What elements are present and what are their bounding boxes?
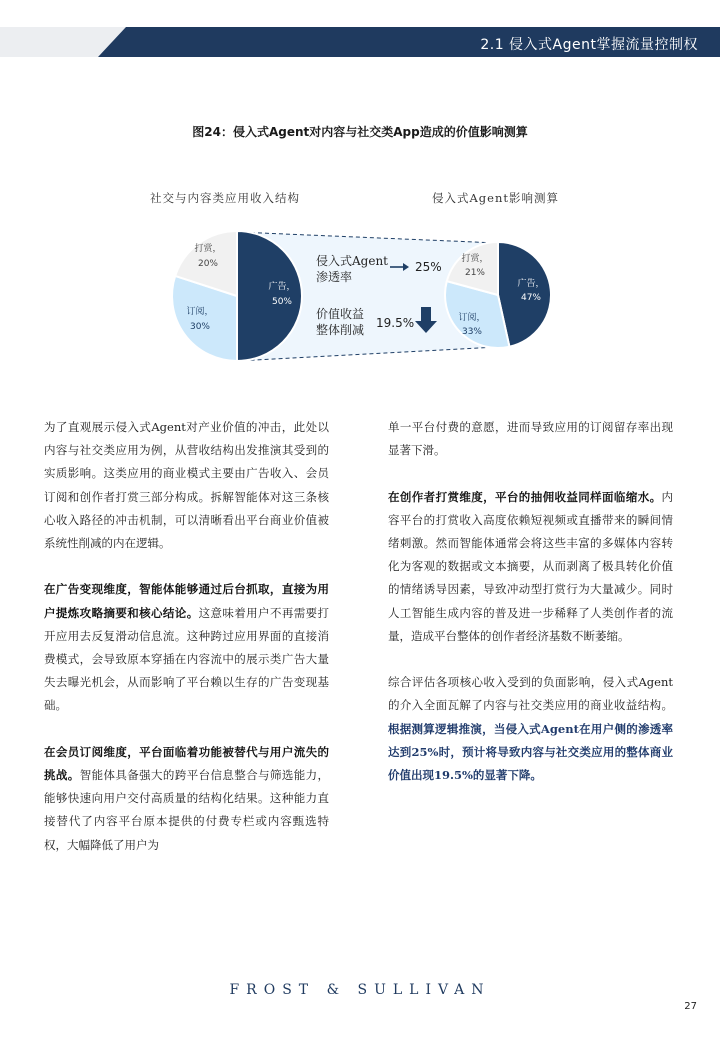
pie-right-value-tip: 21% [464,268,486,278]
frost-sullivan-logo: FROST & SULLIVAN [229,982,491,998]
pie-right-label-tip: 打赏， [461,254,489,264]
pie-left-value-tip: 20% [197,259,219,269]
pie-left-label-tip: 打赏， [194,244,222,254]
paragraph-summary-body: 综合评估各项核心收入受到的负面影响，侵入式Agent的介入全面瓦解了内容与社交类应用的商业收益结构。 [388,675,673,713]
page-number: 27 [684,1001,697,1012]
body-right-column [388,416,673,810]
paragraph-ad-body: 这意味着用户不再需要打开应用去反复滑动信息流。这种跨过应用界面的直接消费模式，会导致原本穿插在内容流中的展示类广告大量失去曝光机会，从而影响了平台赖以生存的广告变现基础。 [44,605,330,713]
left-chart-title: 社交与内容类应用收入结构 [150,191,300,205]
paragraph-subscription-lead: 在会员订阅维度，平台面临着功能被替代与用户流失的挑战。 [44,744,329,783]
section-title: 2.1 侵入式Agent掌握流量控制权 [480,37,698,53]
paragraph-summary-highlight: 根据测算逻辑推演，当侵入式Agent在用户侧的渗透率达到25%时，预计将导致内容与社交类应用的整体商业价值出现19.5%的显著下降。 [388,721,673,783]
paragraph-intro: 为了直观展示侵入式Agent对产业价值的冲击，此处以内容与社交类应用为例，从营收结构出发推演其受到的实质影响。这类应用的商业模式主要由广告收入、会员订阅和创作者打赏三部分构成。拆解智能体对这三条核心收入路径的冲击机制，可以清晰看出平台商业价值被系统性削减的内在逻辑。 [44,420,329,551]
penetration-label-line1: 侵入式Agent [316,254,389,268]
paragraph-subscription-cont: 单一平台付费的意愿，进而导致应用的订阅留存率出现显著下滑。 [388,420,673,458]
paragraph-summary [388,671,673,787]
pie-right-label-subscription: 订阅， [458,313,486,323]
left-pie-chart [172,231,302,361]
figure-title: 图24：侵入式Agent对内容与社交类App造成的价值影响测算 [192,125,528,139]
paragraph-subscription [44,741,329,857]
paragraph-ad-lead: 在广告变现维度，智能体能够通过后台抓取，直接为用户提炼攻略摘要和核心结论。 [44,582,329,620]
pie-right-value-ad: 47% [520,293,542,303]
paragraph-subscription-body: 智能体具备强大的跨平台信息整合与筛选能力，能够快速向用户交付高质量的结构化结果。这种能力直接替代了内容平台原本提供的付费专栏或内容甄选特权，大幅降低了用户为 [44,768,330,852]
right-chart-title: 侵入式Agent影响测算 [432,191,559,205]
reduction-label-line2: 整体削减 [316,323,365,337]
reduction-value: 19.5% [376,316,415,330]
paragraph-tip-lead: 在创作者打赏维度，平台的抽佣收益同样面临缩水。 [388,489,662,504]
paragraph-tip-body: 内容平台的打赏收入高度依赖短视频或直播带来的瞬间情绪刺激。然而智能体通常会将这些丰富的多媒体内容转化为客观的数据或文本摘要，从而剥离了极具转化价值的情绪诱导因素，导致冲动型打赏行为大量减少。同时人工智能生成内容的普及进一步稀释了人类创作者的流量，造成平台整体的创作者经济基数不断萎缩。 [388,489,673,643]
pie-right-label-ad: 广告， [517,279,545,289]
paragraph-tip [388,486,673,648]
body-left-column [44,416,329,880]
pie-charts-figure [0,200,720,380]
pie-left-label-subscription: 订阅， [186,307,214,317]
penetration-value: 25% [415,260,442,274]
pie-left-value-ad: 50% [271,297,293,307]
reduction-label-line1: 价值收益 [316,307,365,321]
pie-right-value-subscription: 33% [461,327,483,337]
pie-left-value-subscription: 30% [189,322,211,332]
paragraph-ad [44,578,329,717]
penetration-label-line2: 渗透率 [316,270,353,284]
pie-left-label-ad: 广告， [268,282,296,292]
